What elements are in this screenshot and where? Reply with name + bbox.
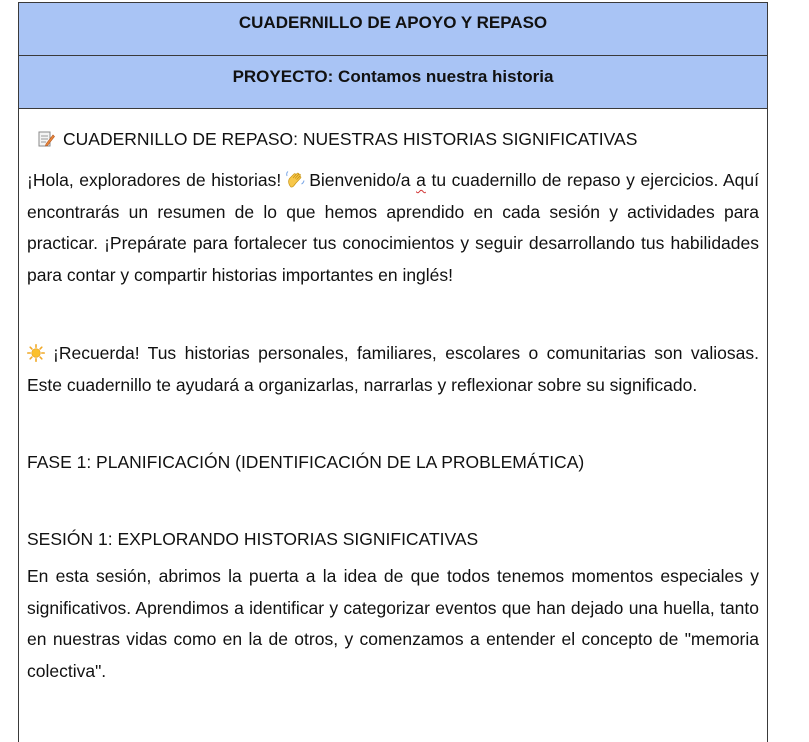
section-heading [27, 123, 759, 155]
waving-hand-icon [285, 170, 305, 190]
phase-heading: FASE 1: PLANIFICACIÓN (IDENTIFICACIÓN DE LA PROBLEMÁTICA) [27, 452, 585, 472]
memo-icon [37, 130, 55, 148]
project-title: PROYECTO: Contamos nuestra historia [19, 56, 767, 109]
sun-icon [27, 344, 45, 362]
section-heading-text: CUADERNILLO DE REPASO: NUESTRAS HISTORIAS SIGNIFICATIVAS [63, 129, 638, 149]
reminder-paragraph: ¡Recuerda! Tus historias personales, familiares, escolares o comunitarias son valiosas. Este cuadernillo te ayudará a organizarlas, narrarlas y reflexionar sobre su significado. [27, 343, 759, 395]
document-title: CUADERNILLO DE APOYO Y REPASO [19, 3, 767, 56]
document-page [18, 2, 768, 742]
session-heading: SESIÓN 1: EXPLORANDO HISTORIAS SIGNIFICATIVAS [27, 529, 479, 549]
intro-paragraph: ¡Hola, exploradores de historias! Bienvenido/a a tu cuadernillo de repaso y ejercicios. Aquí encontrarás un resumen de lo que hemos aprendido en cada sesión y actividades para practicar. ¡Prepárate para fortalecer tus conocimientos y seguir desarrollando tus habilidades para contar y compartir historias importantes en inglés! [27, 170, 760, 285]
document-body [19, 109, 767, 687]
spellcheck-word: a [416, 170, 426, 190]
session-paragraph: En esta sesión, abrimos la puerta a la idea de que todos tenemos momentos especiales y significativos. Aprendimos a identificar y categorizar eventos que han dejado una huella, tanto en nuestras vidas como en la de otros, y comenzamos a entender el concepto de "memoria colectiva". [27, 566, 759, 681]
